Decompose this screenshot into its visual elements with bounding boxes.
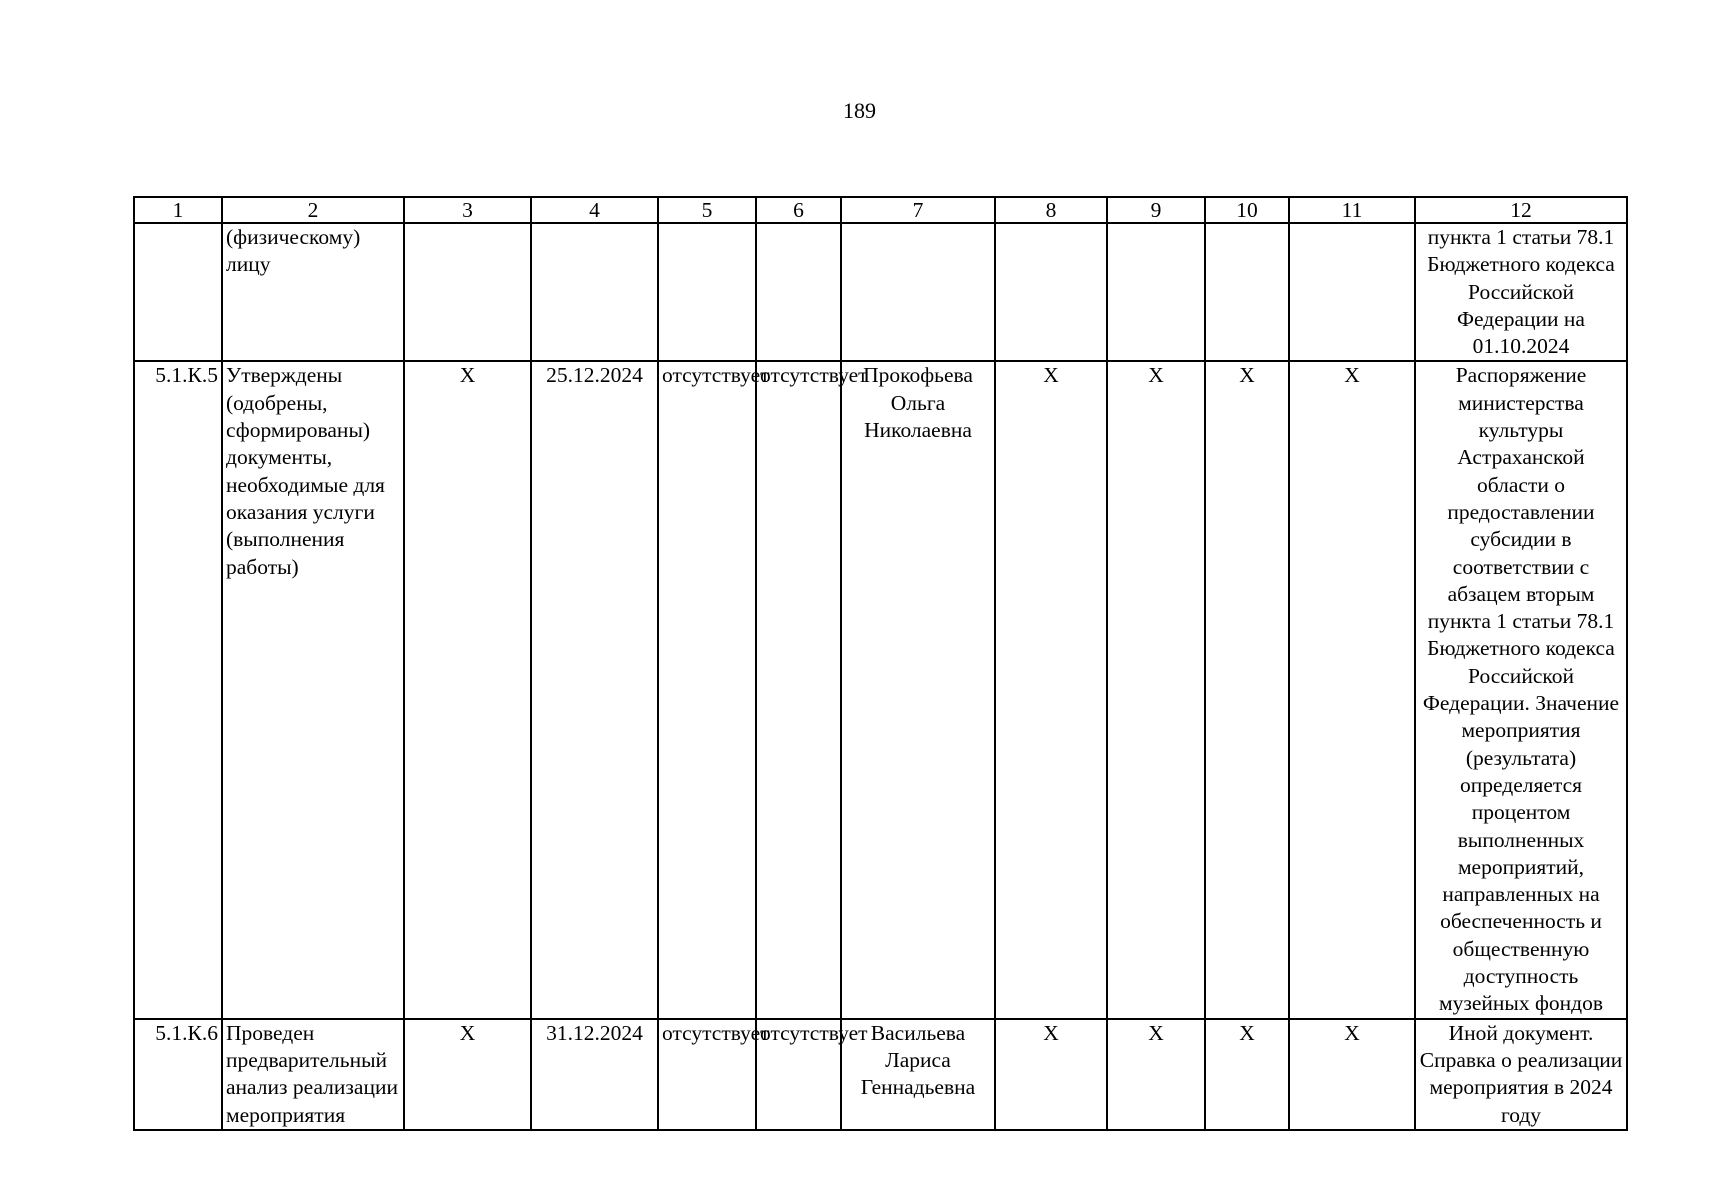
table-row xyxy=(134,361,1627,1018)
document-cell: пункта 1 статьи 78.1 Бюджетного кодекса Российской Федерации на 01.10.2024 xyxy=(1415,223,1627,361)
header-cell: 2 xyxy=(222,197,404,223)
table-cell: X xyxy=(1289,1019,1415,1130)
date-cell xyxy=(531,223,658,361)
table-cell: X xyxy=(995,1019,1107,1130)
table-cell xyxy=(756,223,841,361)
table-row xyxy=(134,223,1627,361)
table-cell: отсутствует xyxy=(756,1019,841,1130)
table-cell xyxy=(658,223,756,361)
table-cell: X xyxy=(1289,361,1415,1018)
header-cell: 11 xyxy=(1289,197,1415,223)
header-cell: 3 xyxy=(404,197,531,223)
table-cell: X xyxy=(404,1019,531,1130)
plan-table xyxy=(133,196,1628,1131)
date-cell: 25.12.2024 xyxy=(531,361,658,1018)
table-cell: отсутствует xyxy=(658,361,756,1018)
page-number: 189 xyxy=(843,98,876,123)
event-name-cell: Проведен предварительный анализ реализации мероприятия xyxy=(222,1019,404,1130)
header-row xyxy=(134,197,1627,223)
table-cell: X xyxy=(1205,361,1289,1018)
responsible-cell xyxy=(841,223,995,361)
table-cell xyxy=(404,223,531,361)
table-cell xyxy=(1107,223,1205,361)
table-cell: X xyxy=(995,361,1107,1018)
header-cell: 4 xyxy=(531,197,658,223)
header-cell: 8 xyxy=(995,197,1107,223)
document-cell: Распоряжение министерства культуры Астраханской области о предоставлении субсидии в соответствии с абзацем вторым пункта 1 статьи 78.1 Бюджетного кодекса Российской Федерации. Значение мероприятия (результата) определяется процентом выполненных мероприятий, направленных на обеспеченность и общественную доступность музейных фондов xyxy=(1415,361,1627,1018)
header-cell: 1 xyxy=(134,197,222,223)
table-cell: X xyxy=(1205,1019,1289,1130)
document-cell: Иной документ. Справка о реализации мероприятия в 2024 году xyxy=(1415,1019,1627,1130)
table-cell xyxy=(1205,223,1289,361)
responsible-cell: Прокофьева Ольга Николаевна xyxy=(841,361,995,1018)
row-number-cell: 5.1.К.6 xyxy=(134,1019,222,1130)
table-row xyxy=(134,1019,1627,1130)
table-cell xyxy=(1289,223,1415,361)
row-number-cell xyxy=(134,223,222,361)
event-name-cell: (физическому) лицу xyxy=(222,223,404,361)
table-cell: X xyxy=(1107,1019,1205,1130)
table-cell: отсутствует xyxy=(756,361,841,1018)
date-cell: 31.12.2024 xyxy=(531,1019,658,1130)
table-cell xyxy=(995,223,1107,361)
row-number-cell: 5.1.К.5 xyxy=(134,361,222,1018)
header-cell: 12 xyxy=(1415,197,1627,223)
header-cell: 7 xyxy=(841,197,995,223)
responsible-cell: Васильева Лариса Геннадьевна xyxy=(841,1019,995,1130)
event-name-cell: Утверждены (одобрены, сформированы) документы, необходимые для оказания услуги (выполнения работы) xyxy=(222,361,404,1018)
table-cell: X xyxy=(404,361,531,1018)
header-cell: 6 xyxy=(756,197,841,223)
table-cell: отсутствует xyxy=(658,1019,756,1130)
header-cell: 5 xyxy=(658,197,756,223)
header-cell: 10 xyxy=(1205,197,1289,223)
table-cell: X xyxy=(1107,361,1205,1018)
header-cell: 9 xyxy=(1107,197,1205,223)
